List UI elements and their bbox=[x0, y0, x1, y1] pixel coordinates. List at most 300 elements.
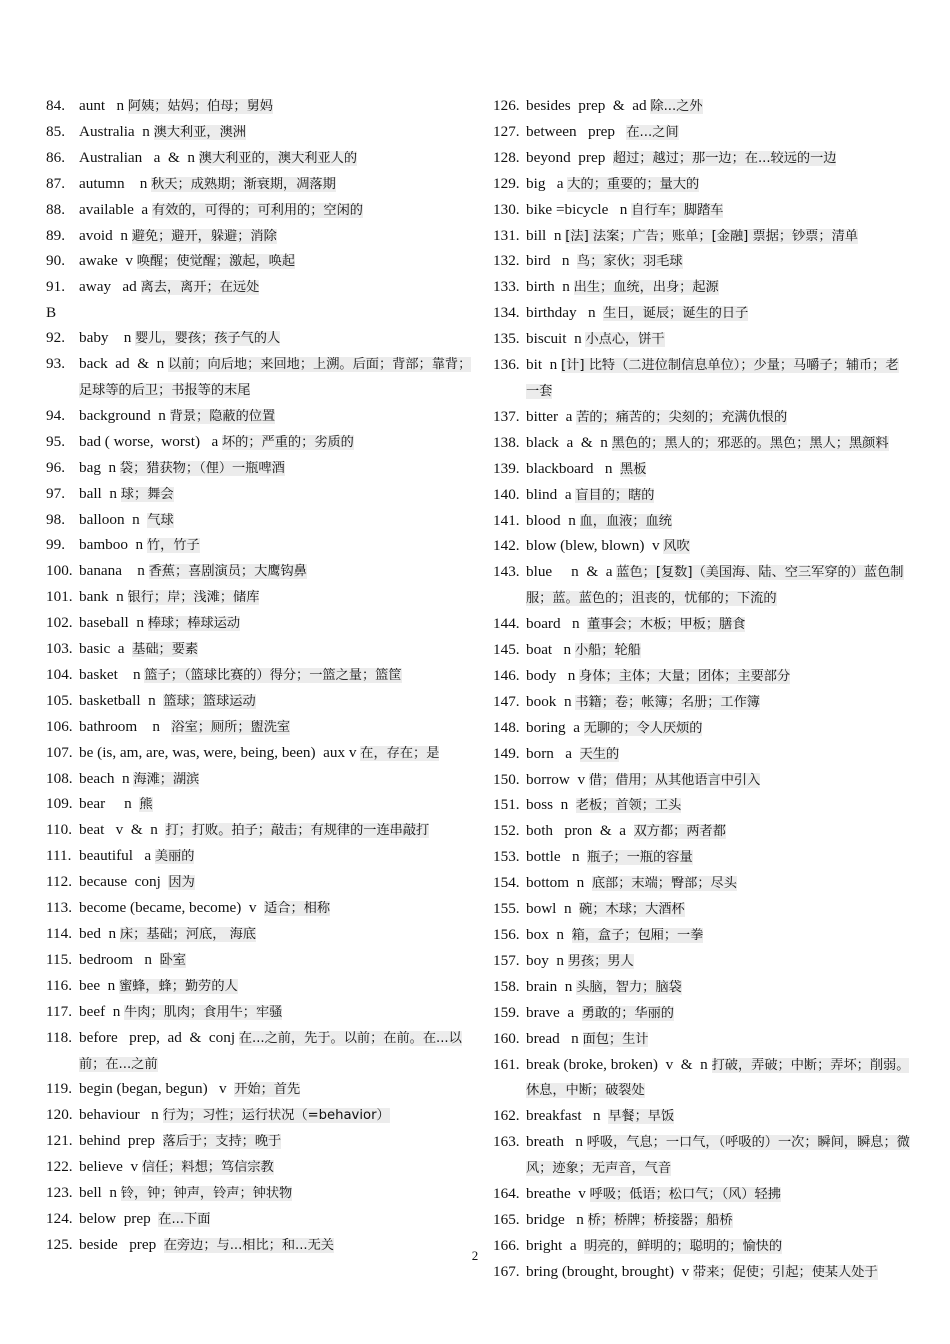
entry-word: away ad bbox=[79, 278, 141, 296]
entry-definition: 棒球；棒球运动 bbox=[147, 616, 241, 632]
entry-word: brave a bbox=[526, 1003, 582, 1021]
entry-number: 157. bbox=[493, 951, 520, 969]
entry-word: box n bbox=[526, 926, 572, 943]
entry-definition: 避免；避开，躲避；消除 bbox=[131, 228, 277, 244]
entry-number: 129. bbox=[493, 174, 520, 192]
entry-definition: 天生的 bbox=[579, 746, 620, 762]
entry-definition: 桥；桥牌；桥接器；船桥 bbox=[587, 1212, 733, 1228]
entry-word: breakfast n bbox=[526, 1107, 609, 1125]
entry-definition: 生日，诞辰；诞生的日子 bbox=[603, 306, 749, 322]
entry-definition: 董事会；木板；甲板；膳食 bbox=[587, 617, 746, 633]
entry-number: 147. bbox=[493, 692, 520, 710]
vocab-entry bbox=[46, 637, 474, 663]
entry-word: bird n bbox=[526, 252, 578, 270]
entry-number: 109. bbox=[46, 795, 73, 813]
entry-word: boy n bbox=[526, 951, 568, 969]
entry-definition: 带来；促使；引起；使某人处于 bbox=[693, 1264, 878, 1280]
entry-word: break (broke, broken) v & n bbox=[526, 1055, 712, 1073]
vocab-entry bbox=[493, 120, 911, 146]
entry-number: 94. bbox=[46, 406, 65, 424]
vocab-entry bbox=[46, 792, 474, 818]
entry-definition: 小船；轮船 bbox=[574, 643, 641, 659]
entry-word: black a & n bbox=[526, 433, 612, 451]
vocab-entry bbox=[46, 741, 474, 767]
vocab-entry bbox=[493, 198, 911, 224]
entry-word: bed n bbox=[79, 925, 120, 942]
entry-definition: 因为 bbox=[168, 875, 195, 891]
entry-number: 85. bbox=[46, 122, 65, 140]
entry-word: bring (brought, brought) v bbox=[526, 1262, 694, 1280]
entry-definition: 牛肉；肌肉；食用牛；牢骚 bbox=[124, 1004, 283, 1020]
vocab-entry bbox=[493, 716, 911, 742]
vocab-entry bbox=[493, 353, 911, 405]
entry-word: breath n bbox=[526, 1133, 587, 1151]
entry-word: big a bbox=[526, 174, 568, 192]
vocab-entry bbox=[493, 94, 911, 120]
page-number: 2 bbox=[471, 1248, 479, 1263]
entry-definition: 行为；习性；运行状况（=behavior） bbox=[162, 1108, 390, 1124]
entry-definition: 黑色的；黑人的；邪恶的。黑色；黑人；黑颜料 bbox=[611, 435, 889, 451]
vocab-entry bbox=[46, 456, 474, 482]
entry-definition: 在旁边；与...相比；和...无关 bbox=[163, 1237, 334, 1253]
vocab-entry bbox=[493, 534, 911, 560]
entry-definition: 瓶子；一瓶的容量 bbox=[587, 850, 693, 866]
entry-definition: [计] 比特（二进位制信息单位）；少量；马嚼子；辅币；老一套 bbox=[526, 358, 899, 399]
entry-number: 148. bbox=[493, 718, 520, 736]
entry-number: 103. bbox=[46, 640, 73, 658]
entry-number: 146. bbox=[493, 666, 520, 684]
vocab-entry bbox=[493, 742, 911, 768]
entry-word: baby n bbox=[79, 329, 136, 347]
entry-word: behind prep bbox=[79, 1132, 163, 1150]
entry-definition: 在...下面 bbox=[158, 1211, 211, 1227]
vocab-entry bbox=[46, 1129, 474, 1155]
entry-definition: 信任；料想；笃信宗教 bbox=[141, 1160, 274, 1176]
entry-word: avoid n bbox=[79, 226, 132, 244]
entry-number: 113. bbox=[46, 899, 73, 917]
vocab-entry bbox=[493, 509, 911, 535]
entry-number: 111. bbox=[46, 847, 72, 865]
vocab-entry bbox=[46, 1207, 474, 1233]
entry-definition: 早餐；早饭 bbox=[608, 1109, 675, 1125]
entry-word: become (became, become) v bbox=[79, 899, 265, 917]
entry-definition: 在...之前，先于。以前；在前。在...以前；在...之前 bbox=[79, 1030, 462, 1072]
vocab-entry bbox=[493, 845, 911, 871]
entry-number: 140. bbox=[493, 485, 520, 503]
vocab-entry bbox=[493, 275, 911, 301]
entry-definition: 阿姨；姑妈；伯母；舅妈 bbox=[127, 99, 273, 114]
entry-number: 86. bbox=[46, 148, 65, 166]
entry-word: born a bbox=[526, 744, 580, 762]
vocab-entry bbox=[46, 1000, 474, 1026]
entry-definition: 在，存在；是 bbox=[360, 745, 440, 761]
entry-number: 93. bbox=[46, 355, 65, 373]
entry-definition: 熊 bbox=[139, 797, 153, 813]
entry-definition: 鸟；家伙；羽毛球 bbox=[577, 254, 683, 270]
vocab-entry bbox=[46, 948, 474, 974]
entry-number: 160. bbox=[493, 1029, 520, 1047]
entry-number: 110. bbox=[46, 821, 73, 839]
vocab-entry bbox=[493, 1130, 911, 1182]
entry-definition: 双方都；两者都 bbox=[633, 824, 726, 840]
vocab-entry bbox=[46, 172, 474, 198]
entry-word: basketball n bbox=[79, 691, 164, 709]
vocab-entry bbox=[493, 457, 911, 483]
entry-definition: 背景；隐蔽的位置 bbox=[169, 408, 276, 424]
entry-definition: 澳大利亚，澳洲 bbox=[153, 124, 246, 140]
vocab-entry bbox=[46, 1181, 474, 1207]
vocab-entry bbox=[46, 922, 474, 948]
entry-definition: 出生；血统，出身；起源 bbox=[573, 280, 719, 296]
entry-word: ball n bbox=[79, 484, 121, 502]
entry-definition: 头脑，智力；脑袋 bbox=[576, 979, 682, 995]
entry-word: bill n bbox=[526, 226, 566, 244]
entry-word: below prep bbox=[79, 1209, 159, 1227]
vocab-entry bbox=[46, 1155, 474, 1181]
vocab-entry bbox=[46, 689, 474, 715]
entry-definition: 床；基础；河底， 海底 bbox=[119, 927, 256, 942]
vocab-entry bbox=[493, 560, 911, 612]
entry-word: basket n bbox=[79, 665, 145, 683]
vocab-entry bbox=[46, 275, 474, 301]
entry-number: 138. bbox=[493, 433, 520, 451]
entry-number: 136. bbox=[493, 356, 520, 374]
entry-definition: 呼吸，气息；一口气，（呼吸的）一次；瞬间，瞬息；微风；迹象；无声音，气音 bbox=[526, 1135, 910, 1177]
entry-word: beef n bbox=[79, 1002, 125, 1020]
entry-word: bottom n bbox=[526, 874, 592, 892]
entry-number: 120. bbox=[46, 1106, 73, 1124]
left-column bbox=[46, 94, 474, 1259]
entry-definition: 箱，盒子；包厢；一拳 bbox=[571, 928, 704, 943]
entry-word: bear n bbox=[79, 795, 140, 813]
entry-definition: 自行车；脚踏车 bbox=[631, 202, 724, 218]
entry-word: beside prep bbox=[79, 1235, 164, 1253]
entry-definition: 海滩；湖滨 bbox=[133, 771, 200, 787]
entry-word: boring a bbox=[526, 718, 584, 736]
entry-word: borrow v bbox=[526, 770, 589, 788]
entry-word: bad ( worse, worst) a bbox=[79, 432, 222, 450]
vocab-entry bbox=[46, 767, 474, 793]
entry-definition: 气球 bbox=[147, 512, 174, 528]
entry-word: biscuit n bbox=[526, 330, 586, 348]
entry-definition: 铃，钟；钟声，铃声；钟状物 bbox=[120, 1186, 293, 1202]
entry-number: 156. bbox=[493, 926, 520, 943]
entry-word: breathe v bbox=[526, 1185, 590, 1203]
entry-word: banana n bbox=[79, 562, 149, 580]
vocab-entry bbox=[493, 638, 911, 664]
entry-number: 159. bbox=[493, 1003, 520, 1021]
vocab-entry bbox=[46, 818, 474, 844]
entry-definition: 适合；相称 bbox=[264, 901, 331, 917]
entry-number: 155. bbox=[493, 900, 520, 918]
entry-word: bike =bicycle n bbox=[526, 200, 632, 218]
entry-number: 97. bbox=[46, 484, 65, 502]
entry-number: 91. bbox=[46, 278, 65, 296]
vocab-entry bbox=[493, 431, 911, 457]
entry-definition: 篮球；篮球运动 bbox=[163, 693, 256, 709]
entry-definition: 以前；向后地；来回地；上溯。后面；背部；靠背；足球等的后卫；书报等的末尾 bbox=[79, 357, 472, 398]
vocab-entry bbox=[493, 819, 911, 845]
entry-definition: 打破，弄破；中断；弄坏；削弱。休息，中断；破裂处 bbox=[526, 1057, 910, 1099]
entry-number: 124. bbox=[46, 1209, 73, 1227]
entry-number: 84. bbox=[46, 97, 65, 114]
entry-definition: 离去，离开；在远处 bbox=[140, 280, 260, 296]
entry-definition: 落后于；支持；晚于 bbox=[162, 1134, 282, 1150]
entry-word: book n bbox=[526, 692, 576, 710]
vocab-entry bbox=[493, 664, 911, 690]
entry-number: 125. bbox=[46, 1235, 73, 1253]
entry-word: autumn n bbox=[79, 174, 152, 192]
vocab-entry bbox=[493, 897, 911, 923]
vocab-entry bbox=[493, 949, 911, 975]
entry-word: be (is, am, are, was, were, being, been) aux v bbox=[79, 743, 361, 761]
entry-number: 144. bbox=[493, 615, 520, 633]
entry-word: bamboo n bbox=[79, 536, 147, 554]
vocab-entry bbox=[46, 482, 474, 508]
entry-definition: 开始；首先 bbox=[234, 1082, 301, 1098]
entry-word: blue n & a bbox=[526, 563, 617, 581]
entry-word: bright a bbox=[526, 1236, 585, 1254]
entry-word: bowl n bbox=[526, 900, 580, 918]
vocab-entry bbox=[46, 430, 474, 456]
entry-word: basic a bbox=[79, 640, 133, 658]
vocab-entry bbox=[493, 690, 911, 716]
entry-word: bottle n bbox=[526, 848, 588, 866]
entry-definition: 有效的，可得的；可利用的；空闲的 bbox=[151, 202, 363, 218]
entry-definition: 澳大利亚的，澳大利亚人的 bbox=[198, 150, 358, 166]
vocab-entry bbox=[493, 483, 911, 509]
entry-definition: [法] 法案；广告；账单；[金融] 票据；钞票；清单 bbox=[565, 228, 858, 244]
entry-word: aunt n bbox=[79, 97, 128, 114]
vocab-entry bbox=[46, 249, 474, 275]
entry-number: 121. bbox=[46, 1132, 73, 1150]
entry-definition: 底部；末端；臀部；尽头 bbox=[591, 876, 737, 892]
vocab-entry bbox=[493, 327, 911, 353]
entry-definition: 老板；首领；工头 bbox=[575, 798, 682, 814]
entry-definition: 打；打败。拍子；敲击；有规律的一连串敲打 bbox=[165, 823, 430, 839]
entry-word: baseball n bbox=[79, 614, 148, 632]
entry-word: available a bbox=[79, 200, 152, 218]
entry-number: 128. bbox=[493, 148, 520, 166]
entry-number: 102. bbox=[46, 614, 73, 632]
entry-word: bell n bbox=[79, 1184, 121, 1202]
vocab-entry bbox=[46, 870, 474, 896]
vocab-entry bbox=[46, 120, 474, 146]
vocab-entry bbox=[46, 198, 474, 224]
vocab-entry bbox=[46, 224, 474, 250]
entry-word: bread n bbox=[526, 1029, 583, 1047]
entry-definition: 银行；岸；浅滩；储库 bbox=[127, 590, 260, 606]
entry-word: Australian a & n bbox=[79, 148, 199, 166]
entry-word: body n bbox=[526, 666, 580, 684]
vocab-entry bbox=[493, 1053, 911, 1105]
vocab-entry bbox=[493, 1208, 911, 1234]
entry-number: 141. bbox=[493, 511, 520, 529]
entry-definition: 香蕉；喜剧演员；大鹰钩鼻 bbox=[148, 564, 307, 580]
entry-word: boat n bbox=[526, 641, 575, 659]
entry-number: 139. bbox=[493, 459, 520, 477]
entry-number: 98. bbox=[46, 510, 65, 528]
vocab-entry bbox=[46, 896, 474, 922]
entry-number: 108. bbox=[46, 769, 73, 787]
entry-definition: 坏的；严重的；劣质的 bbox=[221, 434, 354, 450]
entry-word: bridge n bbox=[526, 1210, 588, 1228]
vocab-entry bbox=[493, 871, 911, 897]
entry-word: beach n bbox=[79, 769, 134, 787]
entry-number: 100. bbox=[46, 562, 73, 580]
entry-definition: 血，血液；血统 bbox=[579, 513, 672, 529]
entry-number: 135. bbox=[493, 330, 520, 348]
entry-number: 132. bbox=[493, 252, 520, 270]
entry-word: bitter a bbox=[526, 407, 577, 425]
entry-word: before prep, ad & conj bbox=[79, 1028, 239, 1046]
entry-definition: 盲目的；瞎的 bbox=[575, 487, 655, 503]
entry-number: 149. bbox=[493, 744, 520, 762]
entry-word: bathroom n bbox=[79, 717, 172, 735]
entry-number: 112. bbox=[46, 873, 73, 891]
entry-definition: 除...之外 bbox=[650, 99, 703, 114]
entry-word: back ad & n bbox=[79, 355, 168, 373]
entry-definition: 风吹 bbox=[663, 539, 690, 555]
entry-word: blackboard n bbox=[526, 459, 621, 477]
entry-definition: 基础；要素 bbox=[132, 642, 199, 658]
entry-number: 117. bbox=[46, 1002, 73, 1020]
vocab-entry bbox=[46, 352, 474, 404]
vocab-entry bbox=[46, 508, 474, 534]
entry-word: bit n bbox=[526, 356, 562, 374]
entry-number: 90. bbox=[46, 252, 65, 270]
entry-word: behaviour n bbox=[79, 1106, 163, 1124]
entry-definition: 浴室；厕所；盥洗室 bbox=[171, 719, 291, 735]
vocab-entry bbox=[46, 404, 474, 430]
entry-number: 107. bbox=[46, 743, 73, 761]
right-column bbox=[493, 94, 911, 1286]
entry-number: 134. bbox=[493, 304, 520, 322]
entry-number: 166. bbox=[493, 1236, 520, 1254]
entry-word: birthday n bbox=[526, 304, 604, 322]
entry-definition: 身体；主体；大量；团体；主要部分 bbox=[579, 668, 791, 684]
vocab-entry bbox=[46, 844, 474, 870]
entry-word: bedroom n bbox=[79, 950, 160, 968]
entry-number: 96. bbox=[46, 458, 65, 476]
entry-word: balloon n bbox=[79, 510, 148, 528]
entry-definition: 蓝色；[复数]（美国海、陆、空三军穿的）蓝色制服；蓝。蓝色的；沮丧的，忧郁的；下流的 bbox=[526, 565, 904, 607]
section-letter: B bbox=[46, 304, 57, 322]
entry-definition: 球；舞会 bbox=[120, 486, 174, 502]
entry-definition: 苦的；痛苦的；尖刻的；充满仇恨的 bbox=[576, 409, 788, 425]
entry-number: 165. bbox=[493, 1210, 520, 1228]
entry-word: beautiful a bbox=[79, 847, 155, 865]
entry-word: boss n bbox=[526, 796, 576, 814]
entry-definition: 书籍；卷；帐簿；名册；工作簿 bbox=[575, 694, 760, 710]
entry-number: 137. bbox=[493, 407, 520, 425]
entry-number: 99. bbox=[46, 536, 65, 554]
entry-number: 123. bbox=[46, 1184, 73, 1202]
entry-word: brain n bbox=[526, 977, 577, 995]
entry-definition: 黑板 bbox=[620, 461, 647, 477]
entry-word: bank n bbox=[79, 588, 128, 606]
vocab-entry bbox=[46, 611, 474, 637]
entry-word: bag n bbox=[79, 458, 120, 476]
entry-definition: 大的；重要的；量大的 bbox=[567, 176, 700, 192]
entry-number: 87. bbox=[46, 174, 65, 192]
entry-definition: 婴儿，婴孩；孩子气的人 bbox=[135, 331, 281, 347]
entry-definition: 男孩；男人 bbox=[567, 953, 634, 969]
entry-word: begin (began, begun) v bbox=[79, 1080, 235, 1098]
vocab-entry bbox=[46, 533, 474, 559]
vocab-entry bbox=[46, 1077, 474, 1103]
entry-number: 131. bbox=[493, 226, 520, 244]
entry-number: 142. bbox=[493, 537, 520, 555]
entry-number: 153. bbox=[493, 848, 520, 866]
entry-number: 143. bbox=[493, 563, 520, 581]
entry-number: 130. bbox=[493, 200, 520, 218]
entry-number: 119. bbox=[46, 1080, 73, 1098]
vocab-entry bbox=[493, 793, 911, 819]
entry-definition: 袋；猎获物；（俚）一瓶啤酒 bbox=[119, 460, 285, 476]
entry-definition: 小点心，饼干 bbox=[585, 332, 665, 348]
entry-number: 152. bbox=[493, 822, 520, 840]
vocab-entry bbox=[493, 301, 911, 327]
vocab-entry bbox=[46, 1103, 474, 1129]
entry-word: blind a bbox=[526, 485, 576, 503]
vocab-entry bbox=[493, 975, 911, 1001]
entry-number: 118. bbox=[46, 1028, 73, 1046]
vocab-entry bbox=[493, 1001, 911, 1027]
vocab-entry bbox=[493, 923, 911, 949]
entry-word: blow (blew, blown) v bbox=[526, 537, 664, 555]
entry-number: 88. bbox=[46, 200, 65, 218]
vocab-entry bbox=[46, 146, 474, 172]
entry-word: beat v & n bbox=[79, 821, 166, 839]
entry-number: 105. bbox=[46, 691, 73, 709]
entry-number: 133. bbox=[493, 278, 520, 296]
entry-definition: 在...之间 bbox=[626, 124, 679, 140]
entry-number: 115. bbox=[46, 950, 73, 968]
vocab-entry bbox=[46, 585, 474, 611]
entry-definition: 超过；越过；那一边；在...较远的一边 bbox=[612, 150, 837, 166]
entry-definition: 勇敢的；华丽的 bbox=[581, 1005, 674, 1021]
entry-word: both pron & a bbox=[526, 822, 634, 840]
vocab-entry bbox=[46, 94, 474, 120]
entry-number: 162. bbox=[493, 1107, 520, 1125]
entry-number: 101. bbox=[46, 588, 73, 606]
entry-word: besides prep & ad bbox=[526, 97, 651, 114]
entry-number: 164. bbox=[493, 1185, 520, 1203]
entry-definition: 无聊的；令人厌烦的 bbox=[583, 720, 703, 736]
entry-number: 161. bbox=[493, 1055, 520, 1073]
vocab-entry bbox=[46, 326, 474, 352]
entry-number: 158. bbox=[493, 977, 520, 995]
entry-number: 104. bbox=[46, 665, 73, 683]
vocab-entry bbox=[493, 1027, 911, 1053]
entry-number: 151. bbox=[493, 796, 520, 814]
entry-word: background n bbox=[79, 406, 170, 424]
entry-definition: 秋天；成熟期；渐衰期，凋落期 bbox=[151, 176, 336, 192]
vocab-entry bbox=[46, 974, 474, 1000]
entry-definition: 蜜蜂，蜂；勤劳的人 bbox=[119, 978, 238, 994]
entry-definition: 唤醒；使觉醒；激起，唤起 bbox=[136, 254, 296, 270]
vocab-entry bbox=[493, 405, 911, 431]
vocab-entry bbox=[493, 1104, 911, 1130]
entry-definition: 美丽的 bbox=[154, 849, 195, 865]
vocab-entry bbox=[493, 1182, 911, 1208]
entry-number: 95. bbox=[46, 432, 65, 450]
entry-word: beyond prep bbox=[526, 148, 613, 166]
entry-number: 127. bbox=[493, 122, 520, 140]
entry-definition: 篮子；（篮球比赛的）得分；一篮之量；篮筐 bbox=[144, 667, 402, 683]
entry-word: bee n bbox=[79, 976, 120, 994]
